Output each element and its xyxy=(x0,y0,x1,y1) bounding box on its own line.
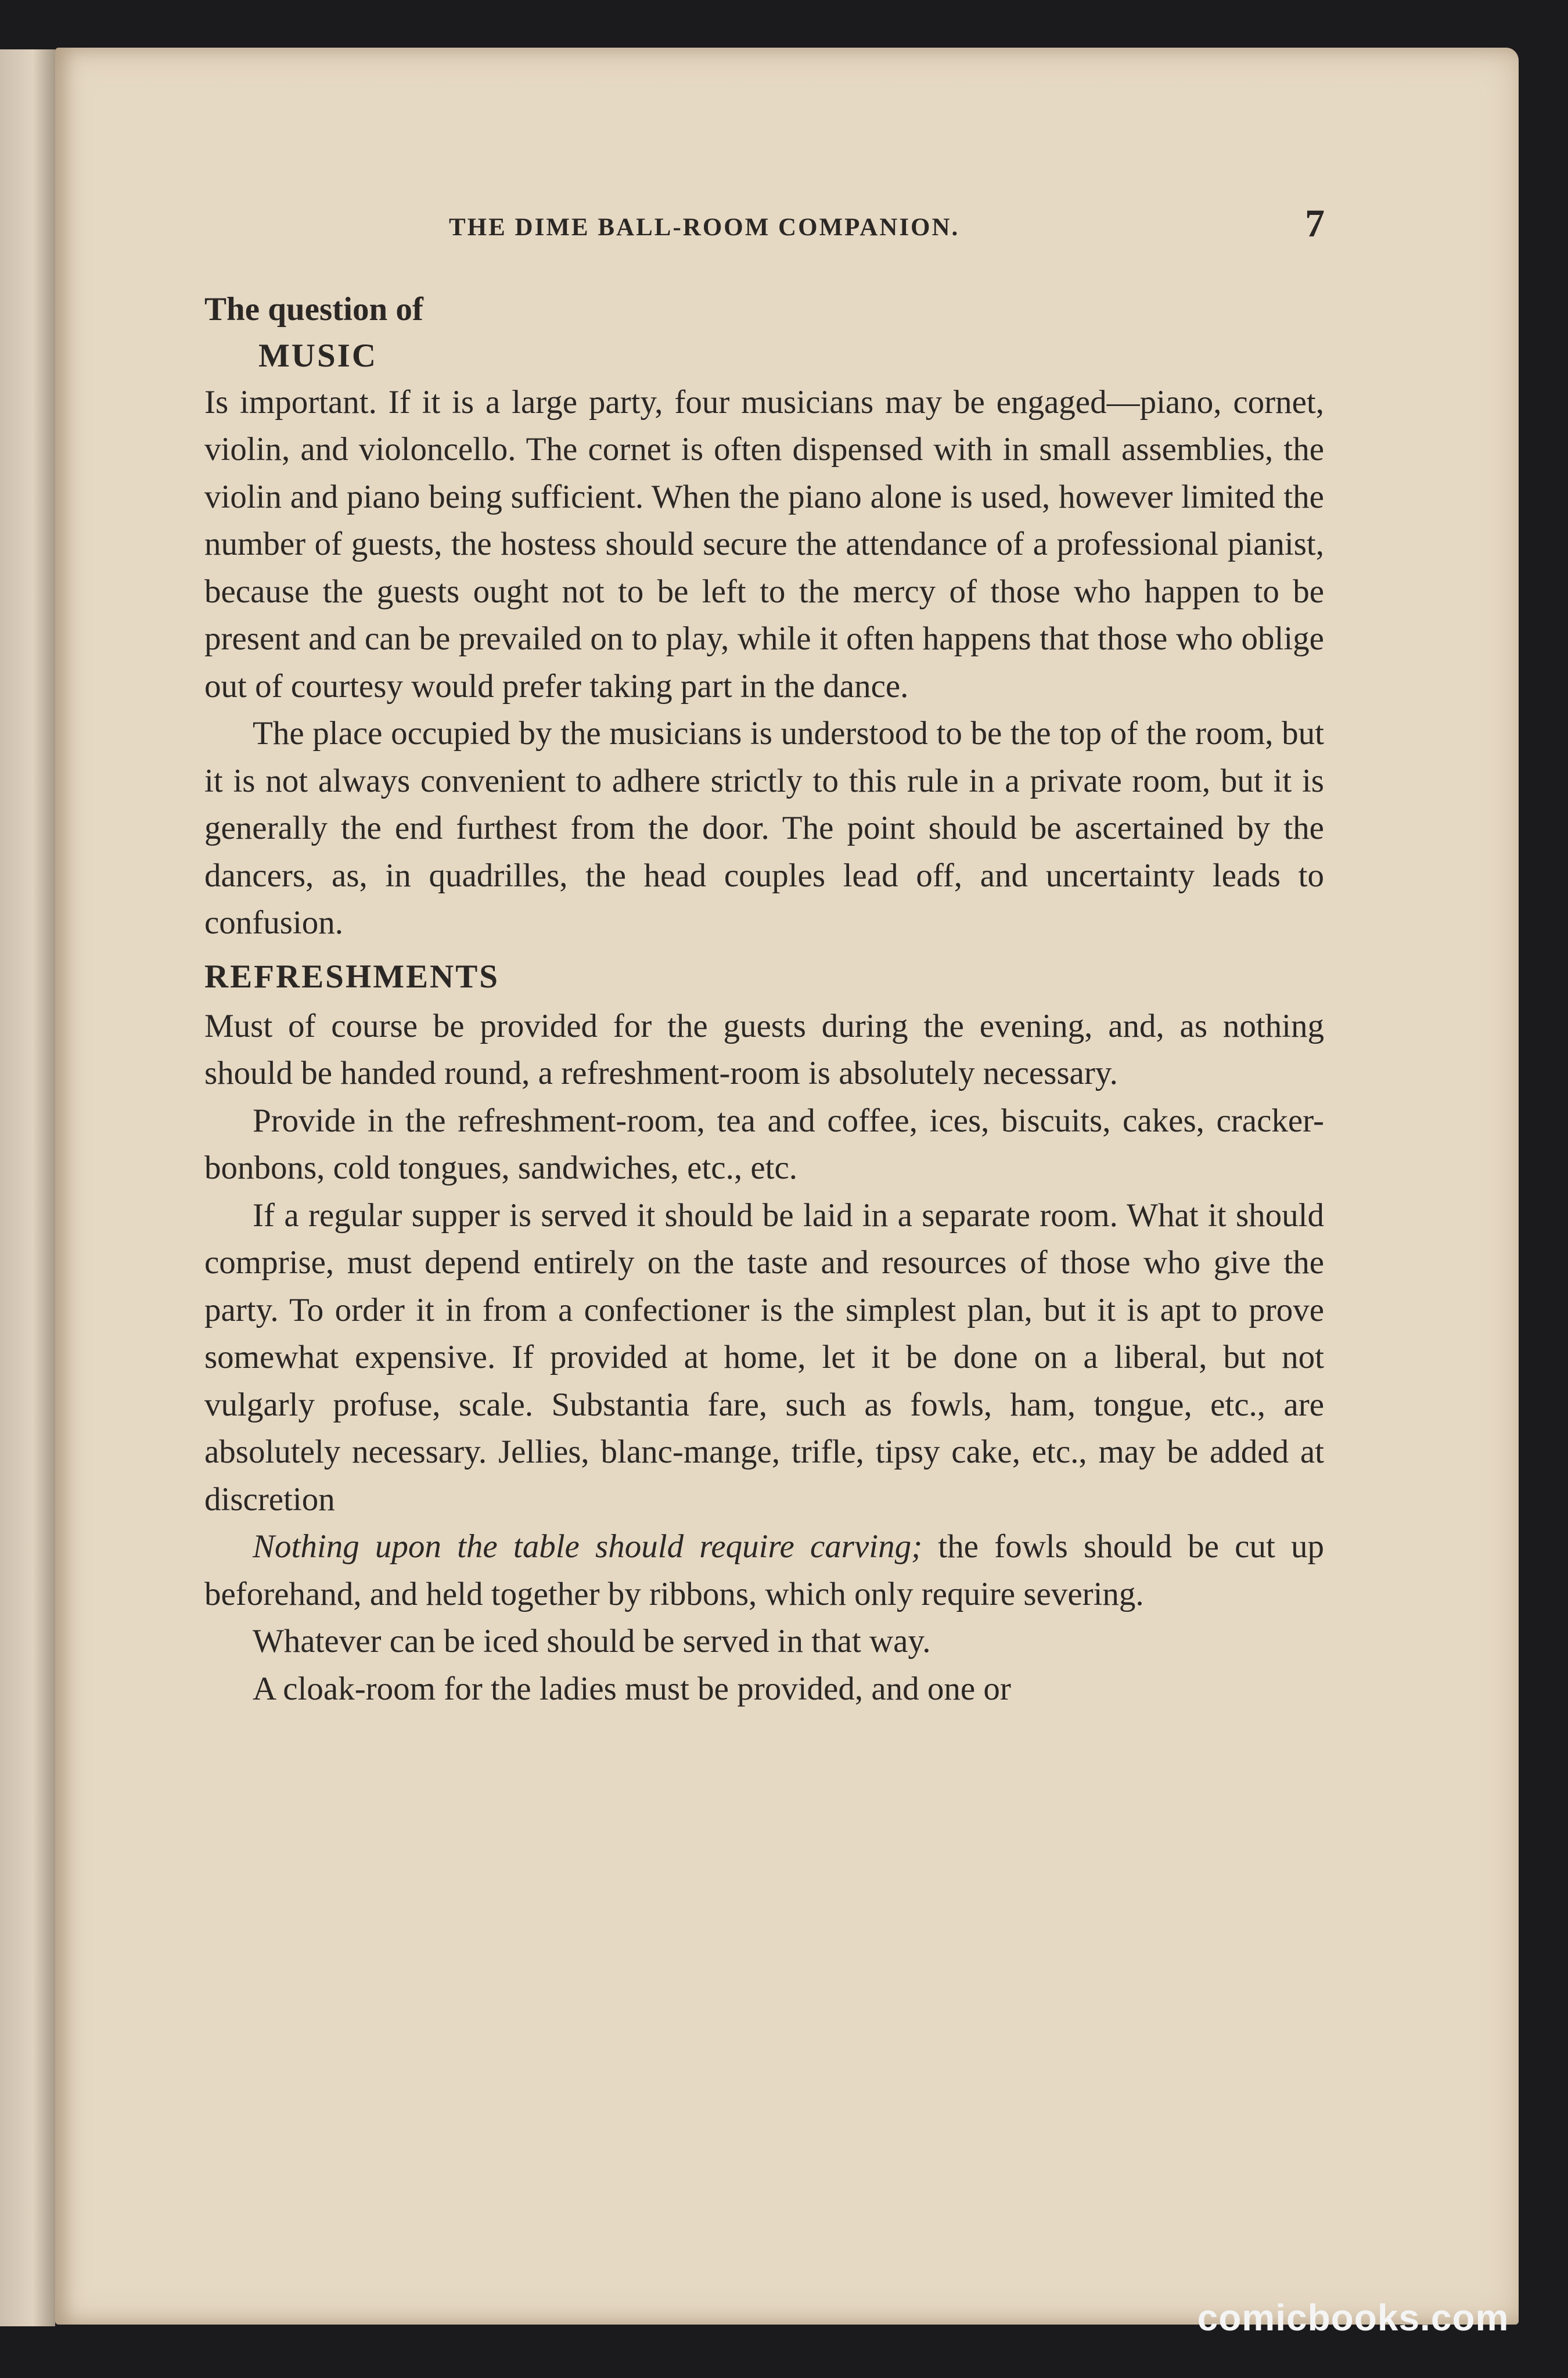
page-body xyxy=(204,286,1324,1712)
carving-note-italic: Nothing upon the table should require carving; xyxy=(253,1528,923,1565)
refreshments-paragraph-2: Provide in the refreshment-room, tea and coffee, ices, biscuits, cakes, cracker-bonbons, cold tongues, sandwiches, etc., etc. xyxy=(204,1102,1324,1186)
music-heading: MUSIC xyxy=(258,337,378,374)
facing-page-edge xyxy=(0,49,55,2326)
refreshments-paragraph-1: Must of course be provided for the guests during the evening, and, as nothing should be handed round, a refreshment-room is absolutely necessary. xyxy=(204,1007,1324,1091)
refreshments-paragraph-5: Whatever can be iced should be served in that way. xyxy=(253,1623,931,1659)
running-title: THE DIME BALL-ROOM COMPANION. xyxy=(449,214,960,241)
refreshments-paragraph-6: A cloak-room for the ladies must be provided, and one or xyxy=(253,1670,1011,1707)
page-number: 7 xyxy=(1305,201,1325,245)
music-paragraph-1: Is important. If it is a large party, four musicians may be engaged—piano, cornet, violin, and violoncello. The cornet is often dispensed with in small assemblies, the violin and piano being sufficient. When the piano alone is used, however limited the number of guests, the hostess should secure the attendance of a professional pianist, because the guests ought not to be left to the mercy of those who happen to be present and can be prevailed on to play, while it often happens that those who oblige out of courtesy would prefer taking part in the dance. xyxy=(204,383,1324,705)
music-paragraph-2: The place occupied by the musicians is understood to be the top of the room, but it is not always convenient to adhere strictly to this rule in a private room, but it is generally the end furthest from the door. The point should be ascertained by the dancers, as, in quadrilles, the head couples lead off, and uncertainty leads to confusion. xyxy=(204,715,1324,941)
carving-note-rest: the fowls should be cut up beforehand, and held together by ribbons, which only require severing. xyxy=(204,1528,1324,1612)
refreshments-paragraph-4 xyxy=(204,1523,1324,1618)
refreshments-paragraph-3: If a regular supper is served it should be laid in a separate room. What it should comprise, must depend entirely on the taste and resources of those who give the party. To order it in from a confectioner is the simplest plan, but it is apt to prove somewhat expensive. If provided at home, let it be done on a liberal, but not vulgarly profuse, scale. Substantia fare, such as fowls, ham, tongue, etc., are absolutely necessary. Jellies, blanc-mange, trifle, tipsy cake, etc., may be added at discretion xyxy=(204,1197,1324,1518)
refreshments-heading: REFRESHMENTS xyxy=(204,958,499,995)
music-intro: The question of xyxy=(204,291,423,328)
running-head xyxy=(55,201,1519,245)
book-page xyxy=(55,48,1519,2325)
watermark: comicbooks.com xyxy=(1197,2297,1509,2339)
